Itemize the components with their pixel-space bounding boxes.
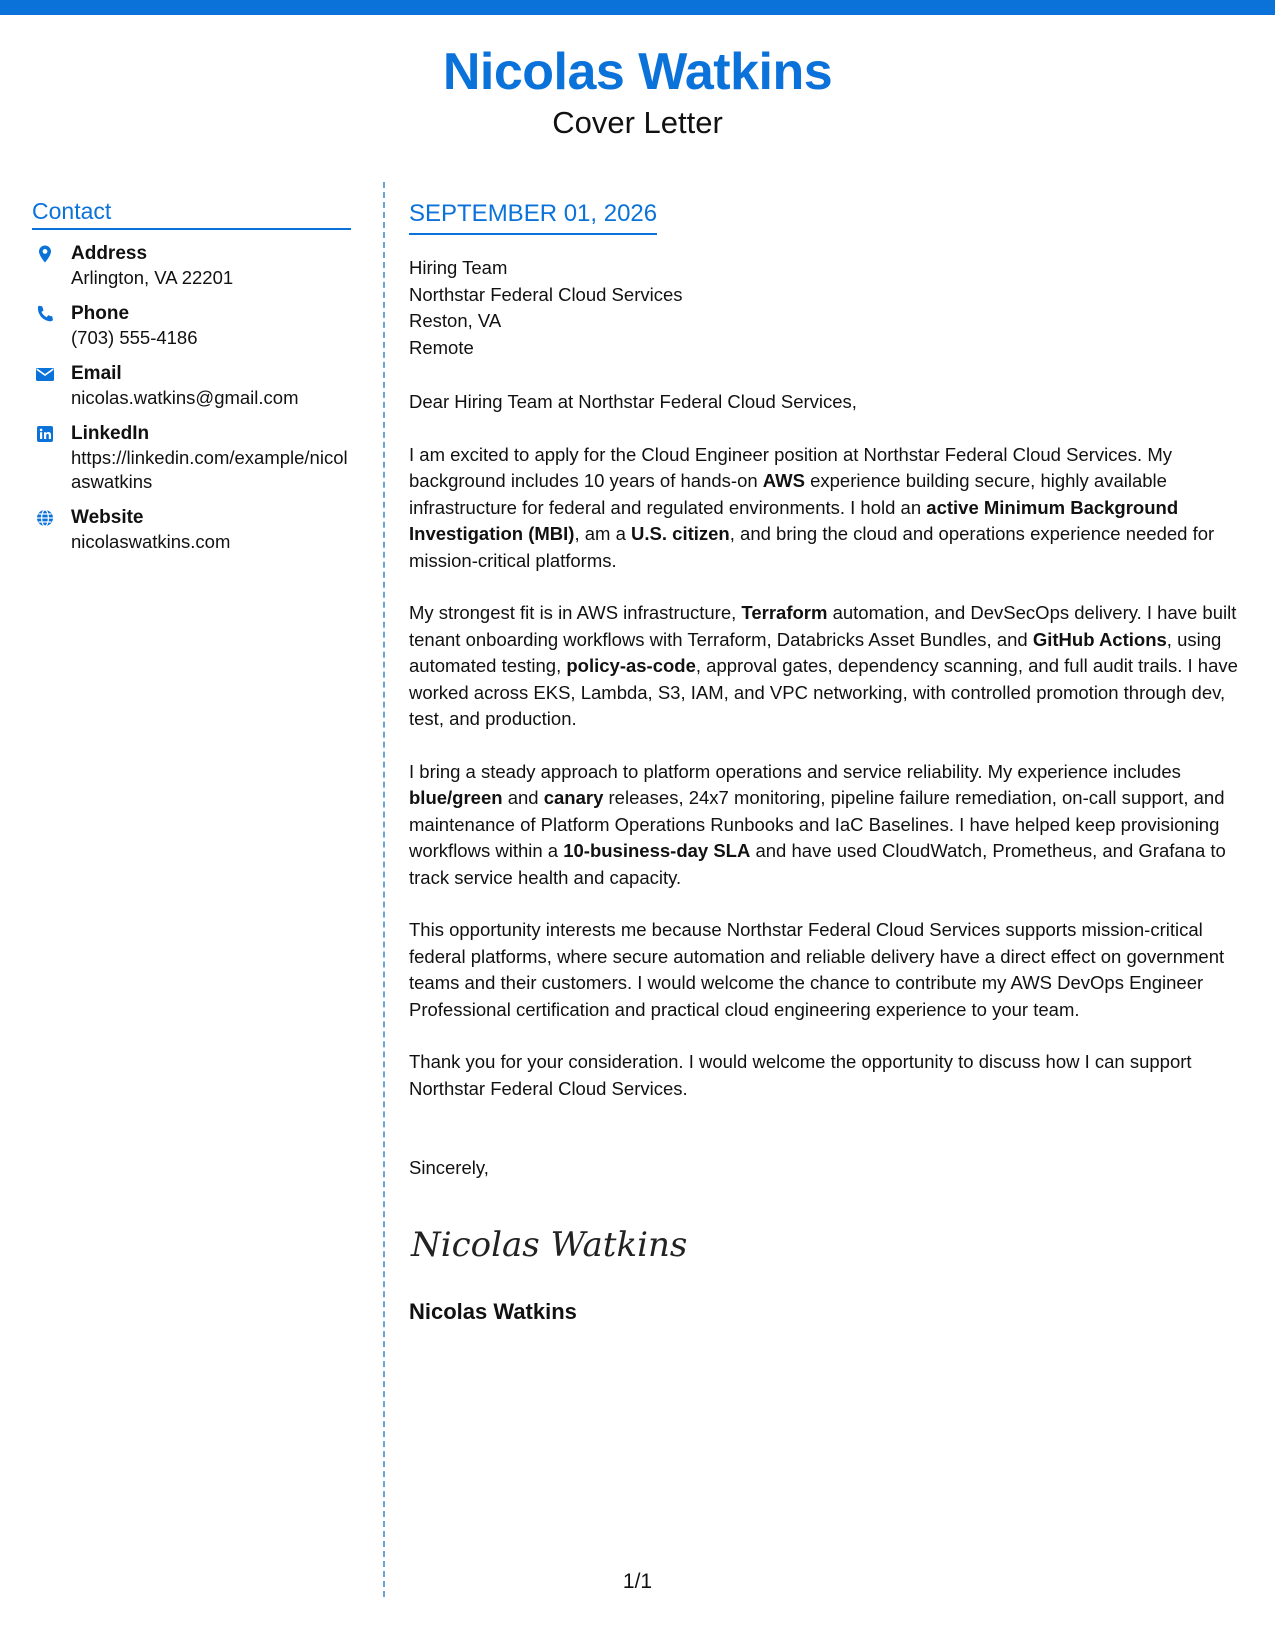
applicant-name: Nicolas Watkins xyxy=(442,43,833,101)
email-link[interactable]: nicolas.watkins@gmail.com xyxy=(71,387,299,408)
page-header xyxy=(0,38,1275,142)
paragraph-text: Thank you for your consideration. I would welcome the opportunity to discuss how I can support Northstar Federal Cloud Services. xyxy=(409,1051,1192,1099)
column-divider xyxy=(383,182,385,1597)
contact-label: Phone xyxy=(71,303,130,324)
paragraph-text: , am a xyxy=(574,523,632,544)
paragraph-text: , using automated testing, xyxy=(409,628,1222,676)
paragraph-text: and xyxy=(502,787,544,808)
signer-name: Nicolas Watkins xyxy=(409,1298,577,1324)
paragraph-text: automation, and DevSecOps delivery. I have built tenant onboarding workflows with Terraform, Databricks Asset Bundles, and xyxy=(409,602,1237,650)
contact-item-linkedin xyxy=(32,422,351,494)
letter-date: SEPTEMBER 01, 2026 xyxy=(409,198,657,235)
emphasized-text: 10-business-day SLA xyxy=(563,840,751,861)
page-number: 1/1 xyxy=(622,1570,653,1593)
contact-item-address xyxy=(32,242,351,290)
paragraph-text: releases, 24x7 monitoring, pipeline failure remediation, on-call support, and maintenance of Platform Operations Runbooks and IaC Baselines. I have helped keep provisioning workflows within a xyxy=(409,787,1225,861)
paragraph-text: and have used CloudWatch, Prometheus, and Grafana to track service health and capacity. xyxy=(409,840,1226,888)
letter-body xyxy=(409,198,1245,1326)
emphasized-text: active Minimum Background Investigation (MBI) xyxy=(409,496,1179,544)
phone-value: (703) 555-4186 xyxy=(71,327,198,348)
contact-item-website xyxy=(32,506,351,554)
contact-label: LinkedIn xyxy=(71,423,150,444)
paragraph-text: , approval gates, dependency scanning, and full audit trails. I have worked across EKS, Lambda, S3, IAM, and VPC networking, with controlled promotion through dev, test, and production. xyxy=(409,655,1238,729)
emphasized-text: blue/green xyxy=(409,787,503,808)
email-icon xyxy=(35,364,55,384)
paragraph-text: experience building secure, highly available infrastructure for federal and regulated environments. I hold an xyxy=(409,470,1167,518)
phone-icon xyxy=(35,304,55,324)
paragraph-text: This opportunity interests me because Northstar Federal Cloud Services supports mission-critical federal platforms, where secure automation and reliable delivery have a direct effect on government teams and their customers. I would welcome the chance to contribute my AWS DevOps Engineer Professional certification and practical cloud engineering experience to your team. xyxy=(409,919,1225,1020)
handwritten-signature xyxy=(409,1216,1245,1268)
contact-label: Website xyxy=(71,507,144,528)
map-pin-icon xyxy=(35,244,55,264)
website-link[interactable]: nicolaswatkins.com xyxy=(71,531,231,552)
address-value: Arlington, VA 22201 xyxy=(71,267,234,288)
emphasized-text: GitHub Actions xyxy=(1032,628,1167,650)
top-accent-bar xyxy=(0,0,1275,15)
body-paragraph xyxy=(409,442,1245,575)
paragraph-text: I bring a steady approach to platform operations and service reliability. My experience includes xyxy=(409,760,1181,782)
emphasized-text: AWS xyxy=(762,470,805,491)
linkedin-icon xyxy=(35,424,55,444)
emphasized-text: canary xyxy=(543,787,604,808)
contact-list xyxy=(32,242,351,554)
recipient-line: Hiring Team xyxy=(409,257,508,278)
recipient-block xyxy=(409,255,1245,361)
document-title: Cover Letter xyxy=(552,105,723,140)
body-paragraph xyxy=(409,917,1245,1023)
emphasized-text: policy-as-code xyxy=(566,655,696,676)
body-paragraph xyxy=(409,759,1245,892)
contact-item-phone xyxy=(32,302,351,350)
contact-label: Address xyxy=(71,243,148,264)
recipient-line: Northstar Federal Cloud Services xyxy=(409,283,683,305)
paragraph-text: , and bring the cloud and operations experience needed for mission-critical platforms. xyxy=(409,523,1215,571)
emphasized-text: U.S. citizen xyxy=(631,523,730,544)
contact-item-email xyxy=(32,362,351,410)
recipient-line: Reston, VA xyxy=(409,310,502,331)
salutation: Dear Hiring Team at Northstar Federal Cloud Services, xyxy=(409,391,857,412)
paragraph-text: I am excited to apply for the Cloud Engineer position at Northstar Federal Cloud Services. My background includes 10 years of hands-on xyxy=(409,443,1172,491)
linkedin-link[interactable]: https://linkedin.com/example/nicolaswatkins xyxy=(71,447,348,492)
contact-label: Email xyxy=(71,363,122,384)
recipient-line: Remote xyxy=(409,336,474,358)
body-paragraph xyxy=(409,600,1245,733)
contact-sidebar xyxy=(32,196,351,566)
body-paragraph xyxy=(409,1049,1245,1102)
contact-heading: Contact xyxy=(32,196,351,230)
closing: Sincerely, xyxy=(409,1157,489,1178)
signature-text: Nicolas Watkins xyxy=(411,1224,688,1265)
globe-icon xyxy=(35,508,55,528)
emphasized-text: Terraform xyxy=(741,602,828,623)
paragraph-text: My strongest fit is in AWS infrastructure, xyxy=(409,602,742,623)
